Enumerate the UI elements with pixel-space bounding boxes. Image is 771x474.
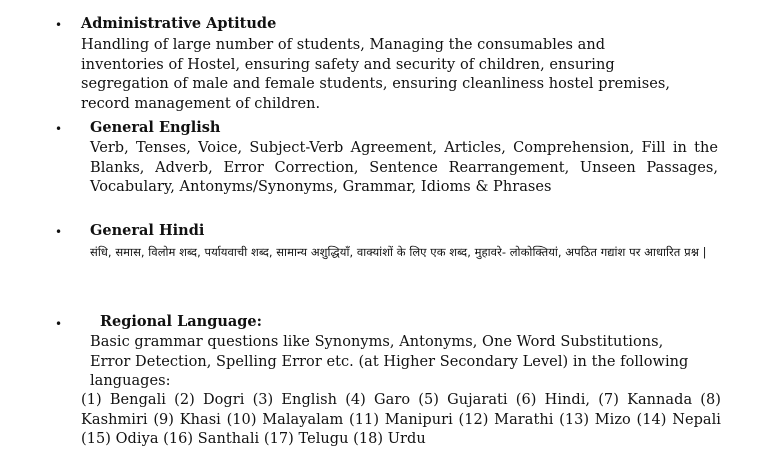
section-body: Basic grammar questions like Synonyms, Antonyms, One Word Substitutions, Error Detection, Spelling Error etc. (at Higher Secondary Level) in the following languages: [90, 334, 689, 389]
section-heading: General Hindi [90, 222, 205, 239]
section-body: Handling of large number of students, Managing the consumables and inventories of Hostel, ensuring safety and security of children, ensuring segregation of male and female students, ensuring cleanliness hostel premises, record management of children. [81, 37, 670, 112]
section-body: Verb, Tenses, Voice, Subject-Verb Agreement, Articles, Comprehension, Fill in the Blanks, Adverb, Error Correction, Sentence Rearrangement, Unseen Passages, Vocabulary, Antonyms/Synonyms, Grammar, Idioms & Phrases [90, 140, 718, 195]
bullet-icon: • [55, 317, 63, 331]
section-heading: Regional Language: [100, 313, 263, 330]
section-body: संधि, समास, विलोम शब्द, पर्यायवाची शब्द, सामान्य अशुद्धियाँ, वाक्यांशों के लिए एक शब्द, मुहावरे- लोकोक्तियां, अपठित गद्यांश पर आधारित प्रश्न | [90, 245, 707, 259]
language-list: (1) Bengali (2) Dogri (3) English (4) Garo (5) Gujarati (6) Hindi, (7) Kannada (8) Kashmiri (9) Khasi (10) Malayalam (11) Manipuri (12) Marathi (13) Mizo (14) Nepali (15) Odiya (16) Santhali (17) Telugu (18) Urdu [81, 392, 721, 447]
bullet-icon: • [55, 122, 63, 136]
section-heading: Administrative Aptitude [81, 15, 277, 32]
section-heading: General English [90, 119, 221, 136]
bullet-icon: • [55, 18, 63, 32]
bullet-icon: • [55, 225, 63, 239]
